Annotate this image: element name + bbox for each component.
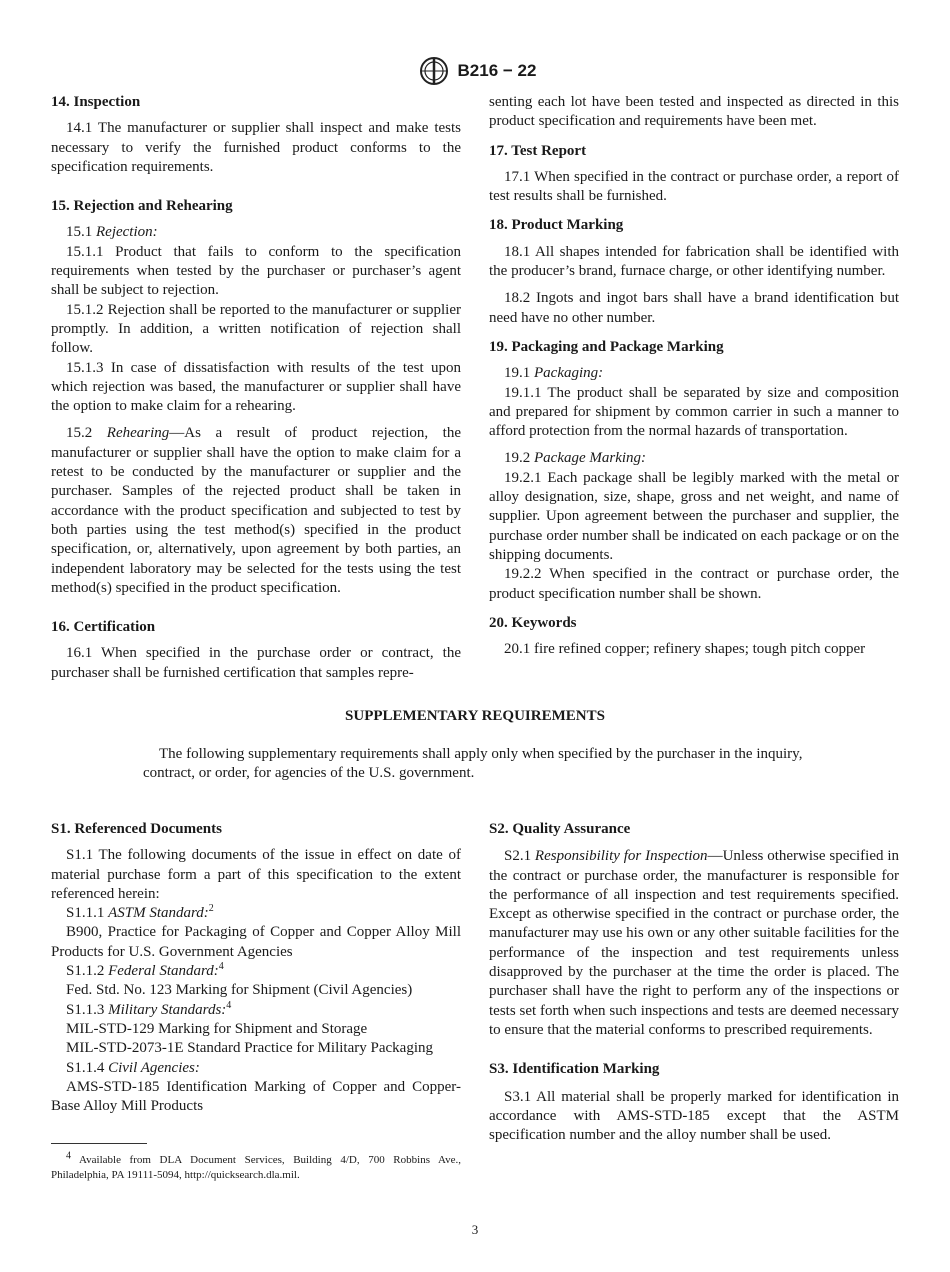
- paragraph: 16.1 When specified in the purchase order or contract, the purchaser shall be furnished certification that samples repre-: [51, 645, 461, 681]
- paragraph: 18.1 All shapes intended for fabrication shall be identified with the producer’s brand, furnace charge, or other identifying number.: [489, 243, 899, 280]
- paragraph: 17.1 When specified in the contract or purchase order, a report of test results shall be furnished.: [489, 168, 899, 205]
- section-heading: 14. Inspection: [51, 94, 141, 110]
- paragraph: 19.2.2 When specified in the contract or purchase order, the product specification number shall be shown.: [489, 566, 899, 602]
- paragraph: 19.2 Package Marking:: [504, 450, 647, 467]
- section-heading: 19. Packaging and Package Marking: [489, 338, 724, 355]
- paragraph: 19.1 Packaging:: [504, 365, 604, 382]
- paragraph: S1.1.3 Military Standards:$^4$: [66, 999, 232, 1018]
- section-heading: S2. Quality Assurance: [489, 821, 631, 837]
- reference-item: AMS-STD-185 Identification Marking of Copper and Copper-Base Alloy Mill Products: [51, 1078, 461, 1115]
- right-column-top: [489, 93, 899, 659]
- page-number: 3: [471, 1222, 479, 1237]
- section-heading: S3. Identification Marking: [489, 1061, 660, 1078]
- section-heading: 17. Test Report: [489, 142, 587, 159]
- paragraph: S1.1.2 Federal Standard:$^4$: [66, 961, 224, 980]
- paragraph: 20.1 fire refined copper; refinery shapes; tough pitch copper: [504, 641, 866, 658]
- paragraph: S1.1.4 Civil Agencies:: [66, 1059, 200, 1076]
- paragraph: S2.1 Responsibility for Inspection—Unless otherwise specified in the contract or purchase order, the manufacturer is responsible for the performance of all inspection and test requirements specified. Except as otherwise specified in the contract or purchase order, the manufacturer may use his own or any other suitable facilities for the performance of the inspection and test requirements unless disapproved by the purchaser at the time the order is placed. The purchaser shall have the right to perform any of the inspections or tests set forth when such inspections and tests are deemed necessary to ensure that the material conforms to prescribed requirements.: [489, 848, 899, 1038]
- footnote: $^4$ Available from DLA Document Services, Building 4/D, 700 Robbins Ave., Philadelphia, PA 19111-5094, http://quicksearch.dla.mil.: [51, 1150, 461, 1181]
- paragraph: 15.1 Rejection:: [66, 224, 158, 241]
- paragraph: 14.1 The manufacturer or supplier shall inspect and make tests necessary to verify the furnished product conforms to the specification requirements.: [51, 120, 461, 175]
- paragraph: 19.1.1 The product shall be separated by size and composition and prepared for shipment by common carrier in such a manner to afford protection from the normal hazards of transportation.: [489, 384, 899, 440]
- section-heading: 18. Product Marking: [489, 217, 624, 234]
- section-heading: S1. Referenced Documents: [51, 821, 222, 837]
- section-heading: 16. Certification: [51, 619, 156, 636]
- supplementary-intro: The following supplementary requirements shall apply only when specified by the purchaser in the inquiry, contract, or order, for agencies of the U.S. government.: [143, 746, 803, 782]
- right-column-bottom: [489, 820, 899, 1145]
- reference-item: Fed. Std. No. 123 Marking for Shipment (Civil Agencies): [66, 982, 413, 999]
- reference-item: MIL-STD-2073-1E Standard Practice for Military Packaging: [66, 1040, 433, 1057]
- document-id: B216 − 22: [457, 61, 537, 80]
- paragraph: S3.1 All material shall be properly marked for identification in accordance with AMS-STD-185 except that the ASTM specification number and the alloy number shall be used.: [489, 1088, 899, 1144]
- paragraph: 19.2.1 Each package shall be legibly marked with the metal or alloy designation, size, shape, gross and net weight, and name of supplier. Upon agreement between the purchaser and supplier, the purchase order number shall be indicated on each package or on the shipping documents.: [489, 469, 899, 563]
- astm-logo-icon: [414, 56, 454, 86]
- reference-item: B900, Practice for Packaging of Copper and Copper Alloy Mill Products for U.S. Government Agencies: [51, 924, 461, 960]
- paragraph: 15.1.2 Rejection shall be reported to the manufacturer or supplier promptly. In addition, a written notification of rejection shall follow.: [51, 301, 461, 357]
- paragraph: senting each lot have been tested and inspected as directed in this product specification and requirements have been met.: [489, 94, 899, 130]
- left-column-bottom: [51, 820, 461, 1116]
- page-header: [0, 56, 950, 86]
- paragraph: 15.2 Rehearing—As a result of product rejection, the manufacturer or supplier shall have the option to make claim for a retest to be conducted by the manufacturer or supplier and the purchaser. Samples of the rejected product shall be taken in accordance with the product specification and subjected to test by both parties using the test method(s) specified in the product specification, or, alternatively, upon agreement by both parties, an independent laboratory may be selected for the tests using the test method(s) specified in the product specification.: [51, 425, 462, 596]
- section-heading: 15. Rejection and Rehearing: [51, 198, 233, 215]
- paragraph: S1.1 The following documents of the issue in effect on date of material purchase form a part of this specification to the extent referenced herein:: [51, 847, 461, 902]
- paragraph: 15.1.1 Product that fails to conform to the specification requirements when tested by the purchaser or purchaser’s agent shall be subject to rejection.: [51, 243, 461, 299]
- paragraph: 18.2 Ingots and ingot bars shall have a brand identification but need have no other number.: [489, 290, 899, 326]
- paragraph: 15.1.3 In case of dissatisfaction with results of the test upon which rejection was based, the manufacturer or supplier shall have the option to make claim for a rehearing.: [51, 359, 461, 415]
- reference-item: MIL-STD-129 Marking for Shipment and Storage: [66, 1020, 368, 1037]
- supplementary-title: SUPPLEMENTARY REQUIREMENTS: [345, 708, 605, 724]
- section-heading: 20. Keywords: [489, 614, 577, 631]
- paragraph: S1.1.1 ASTM Standard:$^2$: [66, 903, 214, 922]
- left-column-top: [51, 93, 461, 683]
- footnote-divider: [51, 1143, 147, 1144]
